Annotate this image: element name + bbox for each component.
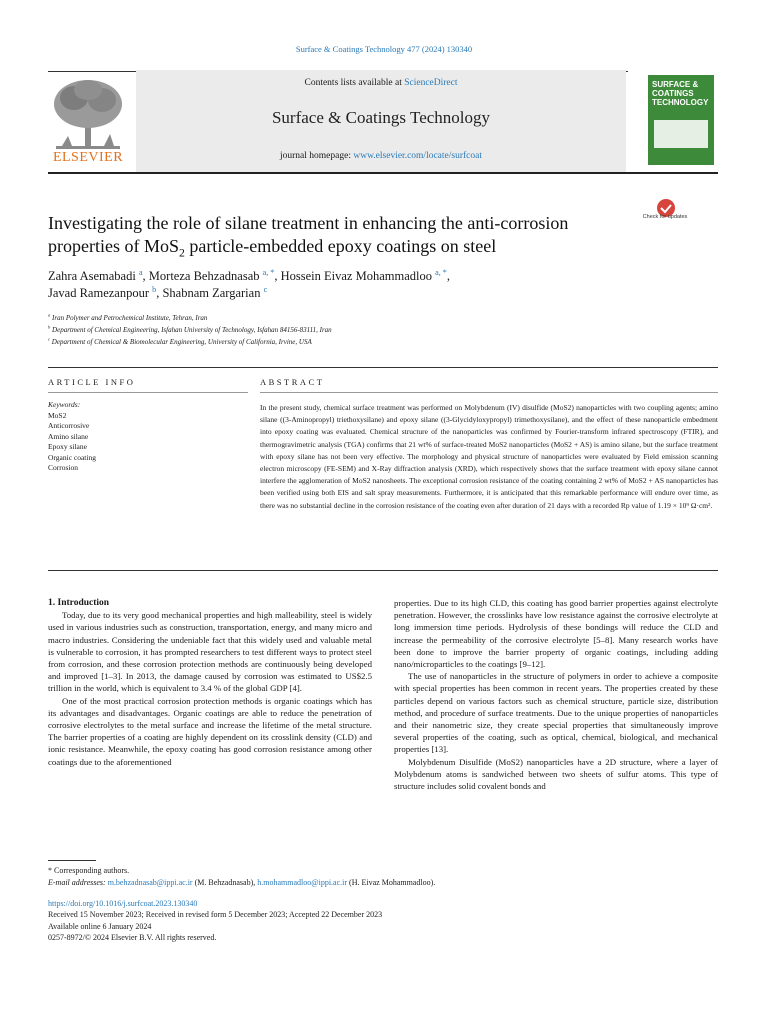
body-paragraph: properties. Due to its high CLD, this coating has good barrier properties against electrolyte penetration. However, the crosslinks have low resistance against the corrosive electrolyte at long immersion time periods. Hydrolysis of these bondings will reduce the CLD and increase the permeability of the corrosive electrolyte [5–8]. Many research works have been done to improve the barrier property of organic coatings, including adding nano/microparticles to the coatings [9–12]. [394, 598, 718, 670]
journal-homepage-link[interactable]: www.elsevier.com/locate/surfcoat [353, 151, 482, 161]
article-info-heading: ARTICLE INFO [48, 377, 136, 387]
journal-title[interactable]: Surface & Coatings Technology [271, 108, 491, 127]
contents-prefix: Contents lists available at [304, 78, 405, 88]
article-meta [48, 898, 718, 944]
header-bottom-rule [48, 172, 718, 174]
author-list: Zahra Asemabadi $^a$, Morteza Behzadnasab $^{a, *}$, Hossein Eivaz Mohammadloo $^{a, *}$, Javad Ramezanpour $^b$, Shabnam Zargarian $^c$ [48, 267, 450, 300]
article-info-top-rule [48, 367, 718, 368]
keyword: Amino silane [48, 431, 89, 441]
author-name[interactable]: Zahra Asemabadi [48, 269, 136, 283]
affiliation-text: Iran Polymer and Petrochemical Institute, Tehran, Iran [52, 314, 208, 322]
corresponding-authors-note: * Corresponding authors. [48, 866, 130, 875]
author-affil-sup[interactable]: b [152, 284, 157, 294]
body-paragraph: The use of nanoparticles in the structure of polymers in order to achieve a composite with special properties has been common in recent years. The properties created by these particles depend on various factors such as chemical structure, particle size, distribution method, and procedure of surface treatments. Due to the unique properties of nanoparticles and their nanometric size, they create special properties that simultaneously improve several properties of the coating, such as optical, chemical, biological, and mechanical properties [13]. [394, 671, 718, 755]
article-title [48, 212, 628, 265]
author-affil-sup[interactable]: a, * [262, 267, 275, 277]
affiliation-text: Department of Chemical & Biomolecular Engineering, University of California, Irvine, USA [51, 338, 312, 346]
doi-link[interactable]: https://doi.org/10.1016/j.surfcoat.2023.130340 [48, 899, 198, 908]
keyword: Anticorrosive [48, 421, 90, 430]
cover-graphic [654, 120, 708, 148]
body-paragraph: Molybdenum Disulfide (MoS2) nanoparticles have a 2D structure, where a layer of Molybdenum atoms is sandwiched between two sheets of sulfur atoms. This type of structure includes solid covalent bonds and [394, 756, 718, 792]
author-affil-sup[interactable]: c [263, 284, 268, 294]
cover-title: SURFACE & COATINGS TECHNOLOGY [652, 80, 709, 107]
copyright: 0257-8972/© 2024 Elsevier B.V. All rights reserved. [48, 933, 217, 943]
abstract-text: In the present study, chemical surface treatment was performed on Molybdenum (IV) disulfide (MoS2) nanoparticles with two coupling agents; amino silane ((3-Aminopropyl) triethoxysilane) and epoxy silane ((3-Glycidyloxypropyl) trimethoxysilane), and the effect of these nanoparticle embedment into epoxy coating was evaluated. Chemical structure of the nanoparticles was confirmed by Fourier-transform infrared spectroscopy (FTIR), and thermogravimetric analysis (TGA) confirms that 21 wt% of surface-treated MoS2 nanoparticles (MoS2 + AS) is amino silane, but the surface treatment with epoxy silane has not been very effective. The morphology and physical structure of nanoparticles were evaluated by Field emission scanning electron microscopy (FE-SEM) and X-Ray diffraction analysis (XRD), which respectively shows that the surface treatment with epoxy silane cannot interfere the agglomeration of MoS2 nanosheets. The exceptional corrosion resistance of the coating containing 2 wt% of MoS2 + AS nanoparticles has been verified using both EIS and salt spray measurements. Furthermore, it is anticipated that this remarkable performance will endure over time, as there was no substantial decline in the corrosion resistance of the coating even after duration of 21 days with a recorded Rp value of 1.19 × 10⁹ Ω·cm². [260, 403, 718, 510]
available-online: Available online 6 January 2024 [48, 921, 152, 931]
contents-line [136, 78, 626, 88]
affiliation-item [48, 336, 648, 348]
author-name[interactable]: Morteza Behzadnasab [148, 269, 260, 283]
author-name[interactable]: Hossein Eivaz Mohammadloo [280, 269, 432, 283]
section-heading-introduction: 1. Introduction [48, 598, 110, 608]
author-name[interactable]: Shabnam Zargarian [162, 286, 261, 300]
email-link[interactable]: m.behzadnasab@ippi.ac.ir [107, 878, 193, 887]
affiliation-item [48, 324, 648, 336]
email-link[interactable]: h.mohammadloo@ippi.ac.ir [257, 878, 348, 887]
author-name[interactable]: Javad Ramezanpour [48, 286, 150, 300]
journal-citation-link[interactable]: Surface & Coatings Technology 477 (2024) 130340 [295, 44, 473, 54]
footnotes [48, 865, 718, 889]
body-paragraph: One of the most practical corrosion protection methods is organic coatings which has its advantages and disadvantages. Organic coatings are able to reduce the penetration of corrosive electrolytes to the metal surface and increase the lifetime of the metal structure. The barrier properties of a coating are highly dependent on its crosslink density (CLD) and ionic resistance. Meanwhile, the epoxy coating has good corrosion resistance among other coatings due to the aforementioned [48, 695, 372, 767]
affiliations [48, 312, 648, 348]
author-affil-sup[interactable]: a [138, 267, 143, 277]
keyword: MoS2 [48, 410, 67, 420]
homepage-prefix: journal homepage: [280, 151, 354, 161]
email-label: E-mail addresses: [48, 878, 106, 887]
title-subscript: 2 [178, 246, 185, 260]
journal-homepage-line [136, 151, 626, 161]
publisher-name: ELSEVIER [52, 150, 124, 165]
footnote-rule [48, 860, 96, 861]
email-owner: (H. Eivaz Mohammadloo). [347, 878, 436, 887]
title-part1: Investigating the role of silane treatment in enhancing the anti-corrosion properties of MoS [48, 213, 569, 256]
abstract-bottom-rule [48, 570, 718, 571]
received-dates: Received 15 November 2023; Received in revised form 5 December 2023; Accepted 22 December 2023 [48, 910, 383, 920]
body-column-right [394, 597, 718, 792]
affiliation-item [48, 312, 648, 324]
affiliation-key: b [48, 324, 51, 330]
check-for-updates-label: Check for updates [642, 214, 688, 220]
keywords-list [48, 400, 248, 474]
abstract-heading: ABSTRACT [260, 377, 325, 387]
affiliation-key: a [48, 312, 51, 318]
email-line [48, 877, 718, 889]
keyword: Corrosion [48, 463, 78, 472]
title-part2: particle-embedded epoxy coatings on steel [184, 236, 497, 256]
keyword: Epoxy silane [48, 442, 87, 451]
affiliation-key: c [48, 336, 51, 342]
sciencedirect-link[interactable]: ScienceDirect [404, 78, 458, 88]
body-paragraph: Today, due to its very good mechanical properties and high malleability, steel is widely used in various industries such as construction, transportation, energy, and many micro and macro industries. Considering the undeniable fact that this widely used and valuable metal is vulnerable to corrosion, it has prompted researchers to test different ways to protect steel from corrosion, and these corrosion protection methods are continuously being developed and improved [1–3]. In 2013, the damage caused by corrosion was estimated to US$2.5 trillion in the world, which is equivalent to 3.4 % of the global GDP [4]. [48, 610, 372, 694]
body-column-left [48, 597, 372, 768]
keywords-heading: Keywords: [48, 400, 81, 409]
keyword: Organic coating [48, 452, 96, 462]
author-affil-sup[interactable]: a, * [435, 267, 447, 277]
email-owner: (M. Behzadnasab), [192, 878, 258, 887]
abstract-divider [260, 392, 718, 393]
affiliation-text: Department of Chemical Engineering, Isfahan University of Technology, Isfahan 84156-83111, Iran [52, 326, 332, 334]
article-info-divider [48, 392, 248, 393]
